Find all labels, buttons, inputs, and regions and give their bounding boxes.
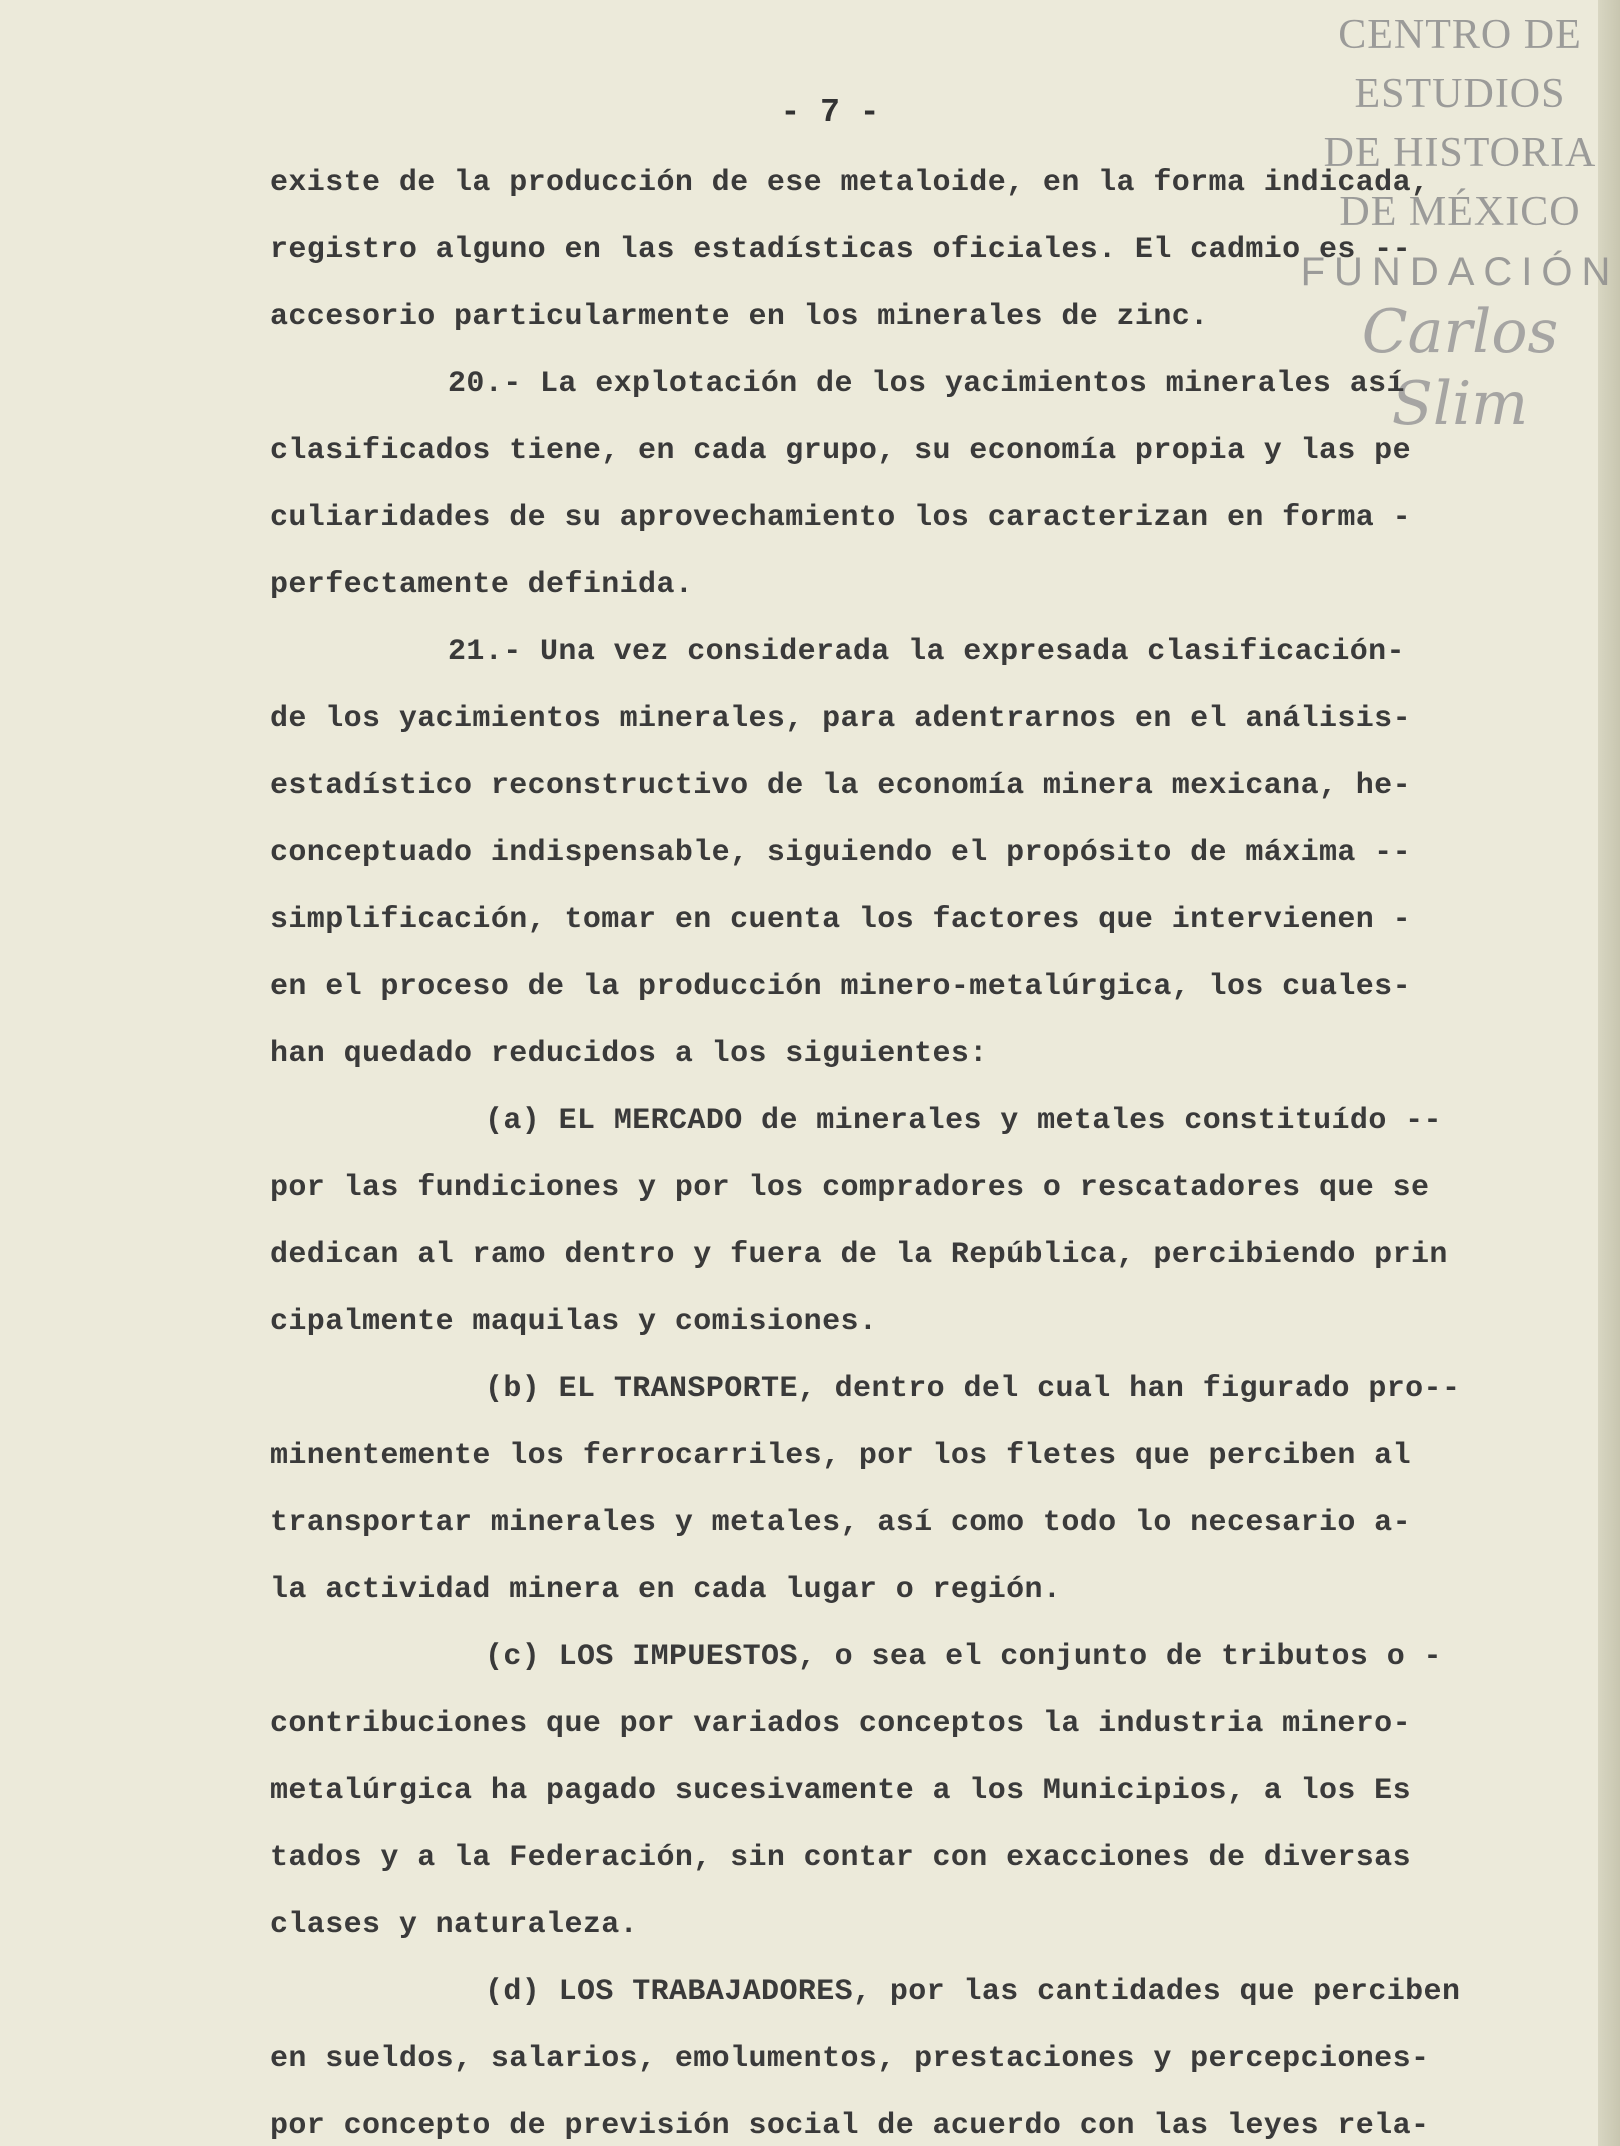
- text-line: 20.- La explotación de los yacimientos minerales así: [448, 367, 1405, 401]
- text-line: por concepto de previsión social de acuerdo con las leyes rela-: [270, 2109, 1430, 2143]
- text-line: (a) EL MERCADO de minerales y metales constituído --: [485, 1104, 1442, 1138]
- text-line: clases y naturaleza.: [270, 1908, 639, 1942]
- watermark-foundation: FUNDACIÓN: [1300, 250, 1620, 294]
- text-line: existe de la producción de ese metaloide, en la forma indicada,: [270, 166, 1430, 200]
- text-line: la actividad minera en cada lugar o región.: [270, 1573, 1062, 1607]
- text-line: metalúrgica ha pagado sucesivamente a los Municipios, a los Es: [270, 1774, 1411, 1808]
- text-line: en sueldos, salarios, emolumentos, prestaciones y percepciones-: [270, 2042, 1430, 2076]
- text-line: cipalmente maquilas y comisiones.: [270, 1305, 878, 1339]
- watermark-line: DE HISTORIA: [1323, 130, 1597, 176]
- text-line: (b) EL TRANSPORTE, dentro del cual han figurado pro--: [485, 1372, 1461, 1406]
- text-line: accesorio particularmente en los minerales de zinc.: [270, 300, 1209, 334]
- text-line: (d) LOS TRABAJADORES, por las cantidades que perciben: [485, 1975, 1461, 2009]
- text-line: registro alguno en las estadísticas oficiales. El cadmio es --: [270, 233, 1411, 267]
- text-line: estadístico reconstructivo de la economía minera mexicana, he-: [270, 769, 1411, 803]
- text-line: tados y a la Federación, sin contar con exacciones de diversas: [270, 1841, 1411, 1875]
- text-line: en el proceso de la producción minero-metalúrgica, los cuales-: [270, 970, 1411, 1004]
- watermark-line: DE MÉXICO: [1339, 189, 1581, 235]
- text-line: contribuciones que por variados conceptos la industria minero-: [270, 1707, 1411, 1741]
- text-line: culiaridades de su aprovechamiento los caracterizan en forma -: [270, 501, 1411, 535]
- text-line: conceptuado indispensable, siguiendo el propósito de máxima --: [270, 836, 1411, 870]
- text-line: minentemente los ferrocarriles, por los fletes que perciben al: [270, 1439, 1411, 1473]
- text-line: por las fundiciones y por los compradores o rescatadores que se: [270, 1171, 1430, 1205]
- text-line: clasificados tiene, en cada grupo, su economía propia y las pe: [270, 434, 1411, 468]
- text-line: de los yacimientos minerales, para adentrarnos en el análisis-: [270, 702, 1411, 736]
- watermark-line: ESTUDIOS: [1354, 71, 1566, 117]
- watermark-line: CENTRO DE: [1338, 12, 1582, 58]
- text-line: transportar minerales y metales, así como todo lo necesario a-: [270, 1506, 1411, 1540]
- text-line: han quedado reducidos a los siguientes:: [270, 1037, 988, 1071]
- typewritten-body: [270, 150, 1480, 2146]
- text-line: dedican al ramo dentro y fuera de la República, percibiendo prin: [270, 1238, 1448, 1272]
- watermark-signature: Carlos Slim: [1361, 297, 1559, 439]
- text-line: (c) LOS IMPUESTOS, o sea el conjunto de tributos o -: [485, 1640, 1442, 1674]
- page-number: - 7 -: [780, 94, 880, 131]
- text-line: simplificación, tomar en cuenta los factores que intervienen -: [270, 903, 1411, 937]
- text-line: 21.- Una vez considerada la expresada clasificación-: [448, 635, 1405, 669]
- text-line: perfectamente definida.: [270, 568, 694, 602]
